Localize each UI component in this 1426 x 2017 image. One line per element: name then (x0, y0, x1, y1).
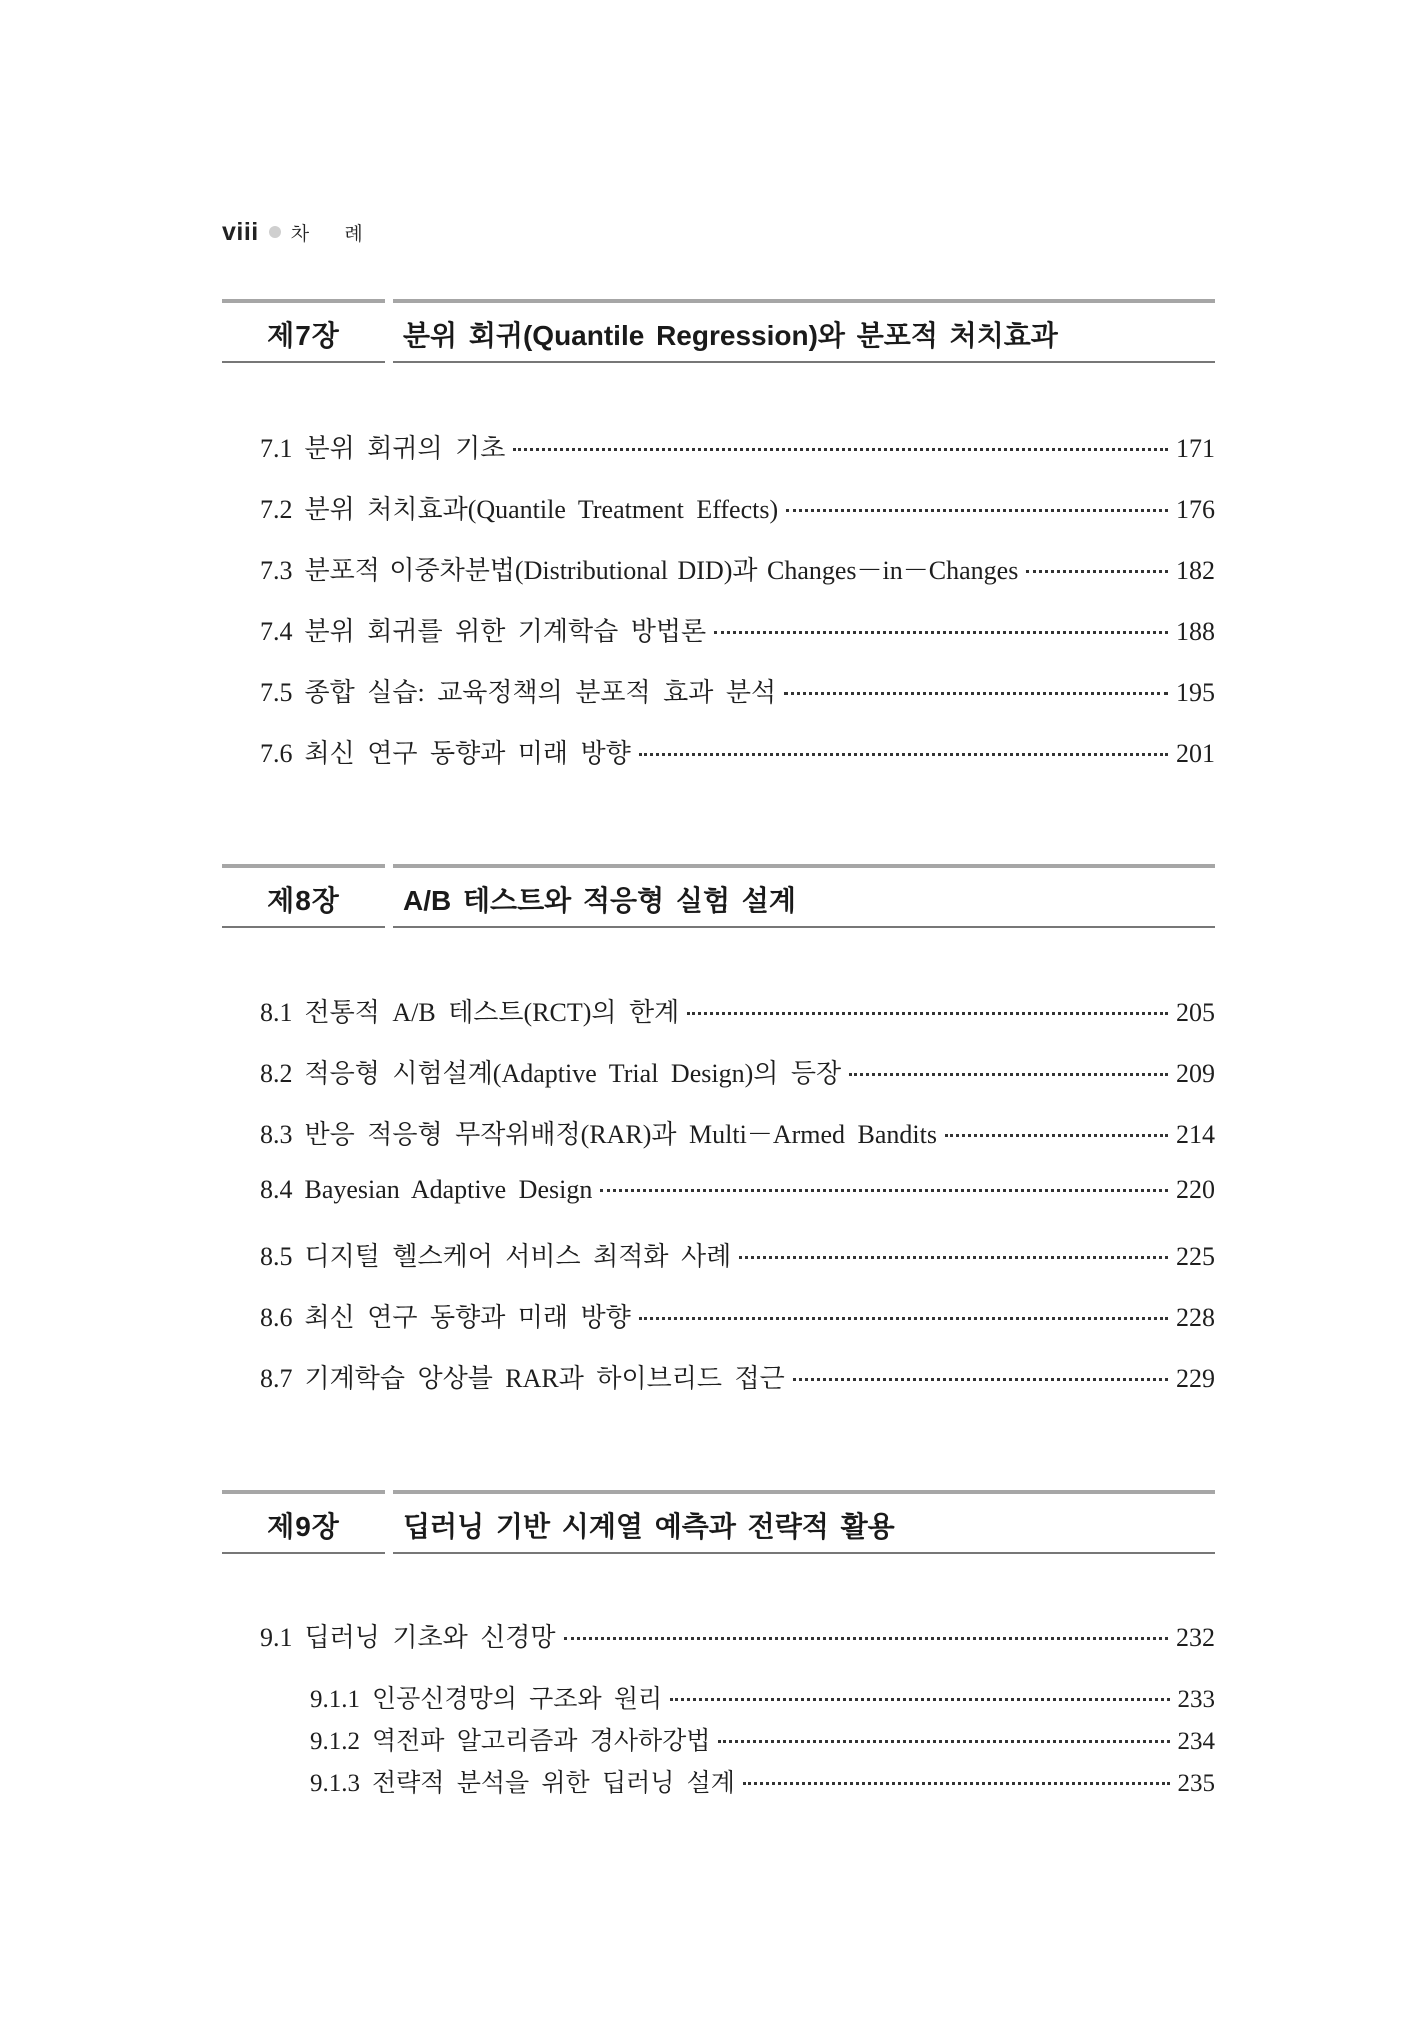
page-ref: 220 (1176, 1175, 1215, 1204)
toc-subentry[interactable] (310, 1721, 1215, 1757)
rule-bottom (222, 361, 385, 363)
chapter-title-box (393, 864, 1215, 928)
section-title: 기계학습 앙상블 RAR과 하이브리드 접근 (304, 1364, 785, 1393)
rule-top (393, 864, 1215, 868)
toc-entry[interactable] (260, 489, 1215, 525)
page-ref: 232 (1176, 1623, 1215, 1652)
rule-bottom (393, 1552, 1215, 1554)
section-number: 7.3 (260, 556, 293, 585)
toc-entry[interactable] (260, 550, 1215, 586)
section-number: 7.5 (260, 678, 293, 707)
toc-entry[interactable] (260, 1114, 1215, 1150)
page-ref: 201 (1176, 739, 1215, 768)
toc-entry[interactable] (260, 1297, 1215, 1333)
dot-leader (786, 509, 1168, 512)
chapter-heading-9 (222, 1490, 1215, 1554)
toc-entry[interactable] (260, 1236, 1215, 1272)
dot-leader (639, 753, 1168, 756)
chapter-label-box (222, 864, 385, 928)
toc-entry[interactable] (260, 1617, 1215, 1653)
chapter-label: 제7장 (267, 320, 340, 351)
section-title: 분위 처치효과(Quantile Treatment Effects) (304, 495, 779, 524)
chapter-heading-7 (222, 299, 1215, 363)
page-ref: 225 (1176, 1242, 1215, 1271)
dot-leader (600, 1189, 1168, 1192)
page-ref: 233 (1177, 1686, 1215, 1713)
page-ref: 234 (1177, 1728, 1215, 1755)
section-number: 8.3 (260, 1120, 293, 1149)
dot-leader (714, 631, 1168, 634)
section-number: 7.2 (260, 495, 293, 524)
page-ref: 182 (1176, 556, 1215, 585)
section-title: 전통적 A/B 테스트(RCT)의 한계 (304, 998, 680, 1027)
page-ref: 209 (1176, 1059, 1215, 1088)
rule-bottom (393, 926, 1215, 928)
subsection-title: 인공신경망의 구조와 원리 (372, 1686, 663, 1713)
toc-entry[interactable] (260, 1053, 1215, 1089)
rule-bottom (222, 926, 385, 928)
section-number: 8.7 (260, 1364, 293, 1393)
toc-entry[interactable] (260, 733, 1215, 769)
rule-top (393, 299, 1215, 303)
chapter-label-box (222, 299, 385, 363)
section-title: 분위 회귀를 위한 기계학습 방법론 (304, 617, 707, 646)
section-title: 딥러닝 기초와 신경망 (304, 1623, 556, 1652)
chapter-title: A/B 테스트와 적응형 실험 설계 (403, 885, 796, 916)
section-number: 8.2 (260, 1059, 293, 1088)
section-title: 분위 회귀의 기초 (304, 434, 506, 463)
page-ref: 229 (1176, 1364, 1215, 1393)
section-number: 7.4 (260, 617, 293, 646)
dot-leader (513, 448, 1168, 451)
rule-top (222, 864, 385, 868)
dot-leader (945, 1134, 1168, 1137)
dot-leader (718, 1740, 1169, 1743)
rule-top (222, 1490, 385, 1494)
section-title: 최신 연구 동향과 미래 방향 (304, 739, 631, 768)
section-number: 9.1 (260, 1623, 293, 1652)
rule-bottom (222, 1552, 385, 1554)
section-title: 반응 적응형 무작위배정(RAR)과 Multi－Armed Bandits (304, 1120, 937, 1149)
chapter-title: 분위 회귀(Quantile Regression)와 분포적 처치효과 (403, 320, 1058, 351)
dot-leader (670, 1698, 1169, 1701)
section-title: 디지털 헬스케어 서비스 최적화 사례 (304, 1242, 732, 1271)
dot-leader (739, 1256, 1168, 1259)
toc-entry[interactable] (260, 428, 1215, 464)
page-ref: 195 (1176, 678, 1215, 707)
toc-entry[interactable] (260, 992, 1215, 1028)
page-ref: 228 (1176, 1303, 1215, 1332)
page-ref: 171 (1176, 434, 1215, 463)
chapter-heading-8 (222, 864, 1215, 928)
page-number: viii (222, 217, 259, 246)
section-title: 적응형 시험설계(Adaptive Trial Design)의 등장 (304, 1059, 842, 1088)
section-title: 종합 실습: 교육정책의 분포적 효과 분석 (304, 678, 777, 707)
section-number: 8.1 (260, 998, 293, 1027)
section-title: Bayesian Adaptive Design (304, 1175, 593, 1204)
page-ref: 176 (1176, 495, 1215, 524)
chapter-label: 제8장 (267, 885, 340, 916)
dot-leader (793, 1378, 1168, 1381)
section-number: 8.6 (260, 1303, 293, 1332)
chapter-title: 딥러닝 기반 시계열 예측과 전략적 활용 (403, 1511, 895, 1542)
page-ref: 214 (1176, 1120, 1215, 1149)
section-number: 7.6 (260, 739, 293, 768)
dot-leader (849, 1073, 1168, 1076)
toc-entry[interactable] (260, 1358, 1215, 1394)
chapter-label-box (222, 1490, 385, 1554)
dot-leader (743, 1782, 1170, 1785)
rule-top (393, 1490, 1215, 1494)
rule-top (222, 299, 385, 303)
subsection-number: 9.1.2 (310, 1728, 360, 1755)
subsection-title: 역전파 알고리즘과 경사하강법 (372, 1728, 711, 1755)
dot-leader (687, 1012, 1168, 1015)
toc-entry[interactable] (260, 611, 1215, 647)
chapter-title-box (393, 1490, 1215, 1554)
chapter-title-box (393, 299, 1215, 363)
section-title: 분포적 이중차분법(Distributional DID)과 Changes－in－Changes (304, 556, 1019, 585)
page-ref: 188 (1176, 617, 1215, 646)
subsection-number: 9.1.3 (310, 1770, 360, 1797)
chapter-label: 제9장 (267, 1511, 340, 1542)
dot-leader (639, 1317, 1168, 1320)
dot-leader (1026, 570, 1168, 573)
running-head (222, 214, 363, 250)
subsection-title: 전략적 분석을 위한 딥러닝 설계 (372, 1770, 735, 1797)
rule-bottom (393, 361, 1215, 363)
bullet-dot-icon (269, 226, 281, 238)
running-head-title: 차 례 (290, 223, 363, 245)
section-number: 8.4 (260, 1175, 293, 1204)
toc-subentry[interactable] (310, 1679, 1215, 1715)
dot-leader (784, 692, 1168, 695)
page-ref: 235 (1177, 1770, 1215, 1797)
subsection-number: 9.1.1 (310, 1686, 360, 1713)
toc-subentry[interactable] (310, 1763, 1215, 1799)
section-title: 최신 연구 동향과 미래 방향 (304, 1303, 631, 1332)
section-number: 8.5 (260, 1242, 293, 1271)
toc-entry[interactable] (260, 672, 1215, 708)
page-ref: 205 (1176, 998, 1215, 1027)
toc-entry[interactable] (260, 1175, 1215, 1211)
dot-leader (564, 1637, 1168, 1640)
section-number: 7.1 (260, 434, 293, 463)
